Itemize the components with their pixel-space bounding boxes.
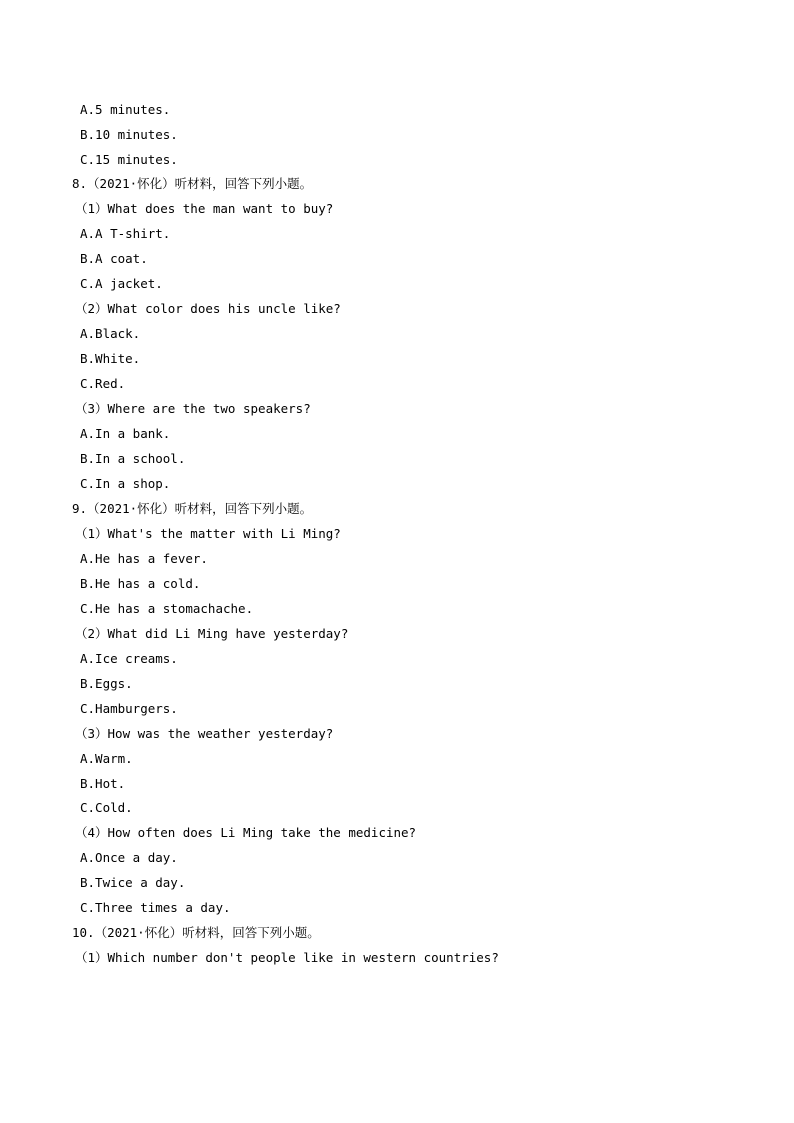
option-b-q9-2: B.Eggs. bbox=[80, 676, 133, 691]
option-b-q9-4: B.Twice a day. bbox=[80, 875, 186, 890]
option-c-q8-1: C.A jacket. bbox=[80, 276, 163, 291]
question-8-3: （3）Where are the two speakers? bbox=[75, 401, 311, 416]
option-a-q7-3: A.5 minutes. bbox=[80, 102, 171, 117]
option-c-q9-1: C.He has a stomachache. bbox=[80, 601, 254, 616]
option-b-q8-3: B.In a school. bbox=[80, 451, 186, 466]
option-c-q9-4: C.Three times a day. bbox=[80, 900, 231, 915]
question-9-4: （4）How often does Li Ming take the medicine? bbox=[75, 825, 417, 840]
option-a-q9-1: A.He has a fever. bbox=[80, 551, 208, 566]
option-c-q8-2: C.Red. bbox=[80, 376, 126, 391]
option-a-q8-2: A.Black. bbox=[80, 326, 141, 341]
option-c-q9-2: C.Hamburgers. bbox=[80, 701, 178, 716]
question-9-2: （2）What did Li Ming have yesterday? bbox=[75, 626, 349, 641]
question-9-1: （1）What's the matter with Li Ming? bbox=[75, 526, 341, 541]
option-a-q9-3: A.Warm. bbox=[80, 751, 133, 766]
question-8-header: 8.（2021·怀化）听材料，回答下列小题。 bbox=[72, 176, 313, 191]
option-b-q7-3: B.10 minutes. bbox=[80, 127, 178, 142]
option-b-q9-3: B.Hot. bbox=[80, 776, 126, 791]
option-a-q9-4: A.Once a day. bbox=[80, 850, 178, 865]
option-b-q8-2: B.White. bbox=[80, 351, 141, 366]
question-8-2: （2）What color does his uncle like? bbox=[75, 301, 341, 316]
question-9-3: （3）How was the weather yesterday? bbox=[75, 726, 334, 741]
option-c-q7-3: C.15 minutes. bbox=[80, 152, 178, 167]
option-b-q8-1: B.A coat. bbox=[80, 251, 148, 266]
question-10-1: （1）Which number don't people like in western countries? bbox=[75, 950, 499, 965]
option-a-q9-2: A.Ice creams. bbox=[80, 651, 178, 666]
question-8-1: （1）What does the man want to buy? bbox=[75, 201, 334, 216]
question-9-header: 9.（2021·怀化）听材料，回答下列小题。 bbox=[72, 501, 313, 516]
option-c-q9-3: C.Cold. bbox=[80, 800, 133, 815]
option-b-q9-1: B.He has a cold. bbox=[80, 576, 201, 591]
option-a-q8-1: A.A T-shirt. bbox=[80, 226, 171, 241]
option-c-q8-3: C.In a shop. bbox=[80, 476, 171, 491]
option-a-q8-3: A.In a bank. bbox=[80, 426, 171, 441]
question-10-header: 10.（2021·怀化）听材料，回答下列小题。 bbox=[72, 925, 320, 940]
